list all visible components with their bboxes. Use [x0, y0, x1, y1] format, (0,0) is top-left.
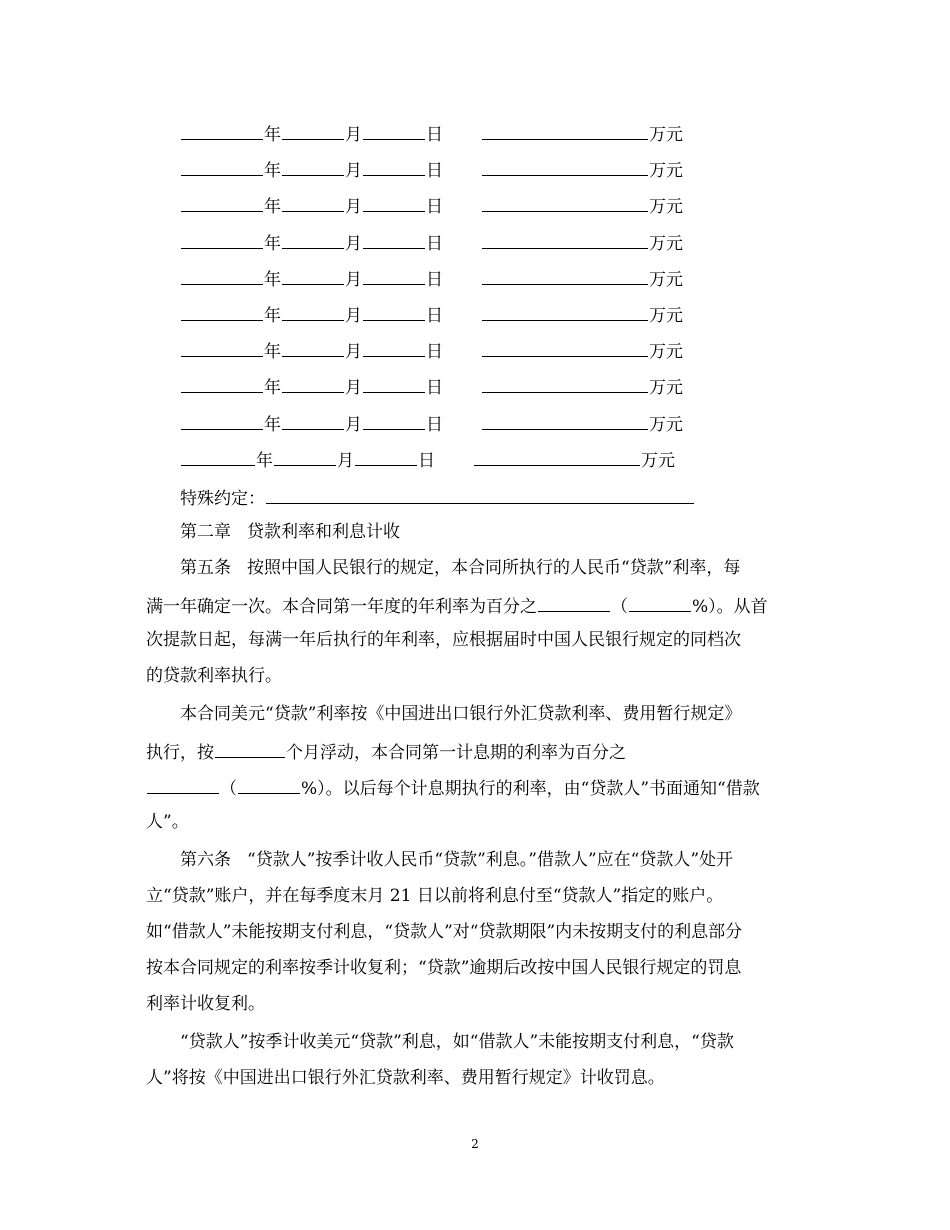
page-number: 2 — [471, 1137, 479, 1151]
day-label: 日 — [426, 233, 443, 254]
article6-line5: 利率计收复利。 — [146, 994, 265, 1014]
usd-rate-line4: 人”。 — [146, 812, 189, 832]
schedule-row — [180, 194, 683, 218]
year-blank — [181, 448, 255, 466]
year-blank — [181, 231, 263, 249]
day-label: 日 — [426, 125, 443, 145]
usd-rate-text3a: （ — [220, 779, 237, 799]
year-label: 年 — [264, 378, 281, 399]
day-label: 日 — [426, 161, 443, 182]
usd-rate-blank — [147, 776, 219, 794]
schedule-row — [180, 303, 683, 326]
schedule-row — [180, 375, 683, 399]
article5-text2a: 满一年确定一次。本合同第一年度的年利率为百分之 — [146, 597, 537, 617]
day-label: 日 — [426, 269, 443, 290]
amount-blank — [482, 303, 648, 321]
amount-blank — [482, 267, 648, 285]
year-blank — [181, 339, 263, 357]
month-label: 月 — [345, 161, 362, 182]
day-blank — [363, 303, 425, 321]
article5-line3: 次提款日起，每满一年后执行的年利率，应根据届时中国人民银行规定的同档次 — [146, 630, 741, 650]
unit-label: 万元 — [649, 125, 683, 145]
usd-interest-line2: 人”将按《中国进出口银行外汇贷款利率、费用暂行规定》计收罚息。 — [146, 1068, 665, 1088]
usd-rate-line2 — [146, 740, 626, 763]
month-blank — [282, 194, 344, 212]
month-blank — [282, 267, 344, 285]
month-blank — [282, 412, 344, 430]
schedule-row — [180, 448, 675, 471]
unit-label: 万元 — [649, 342, 683, 363]
day-blank — [363, 194, 425, 212]
month-label: 月 — [345, 342, 362, 363]
usd-rate-text2b: 个月浮动，本合同第一计息期的利率为百分之 — [286, 743, 626, 763]
year-label: 年 — [264, 306, 281, 326]
special-agreement — [180, 486, 695, 509]
schedule-row — [180, 339, 683, 363]
amount-blank — [482, 375, 648, 393]
year-label: 年 — [264, 414, 281, 435]
schedule-row — [180, 158, 683, 182]
rate-blank — [538, 594, 610, 612]
article5-text1: 按照中国人民银行的规定，本合同所执行的人民币“贷款”利率，每 — [247, 558, 741, 578]
article6-line2: 立“贷款”账户，并在每季度末月 21 日以前将利息付至“贷款人”指定的账户。 — [146, 886, 724, 906]
usd-rate-percent-blank — [238, 776, 300, 794]
year-blank — [181, 375, 263, 393]
year-blank — [181, 158, 263, 176]
day-label: 日 — [426, 414, 443, 435]
month-label: 月 — [345, 125, 362, 145]
rate-percent-blank — [629, 594, 691, 612]
day-blank — [355, 448, 417, 466]
amount-blank — [482, 231, 648, 249]
article5-text2c: %）。从首 — [692, 597, 768, 617]
amount-blank — [474, 448, 640, 466]
article6-head: 第六条 — [180, 850, 231, 870]
unit-label: 万元 — [649, 414, 683, 435]
year-blank — [181, 412, 263, 430]
year-label: 年 — [264, 161, 281, 182]
schedule-row — [180, 412, 683, 435]
day-label: 日 — [418, 450, 435, 471]
day-label: 日 — [426, 197, 443, 218]
chapter-title: 贷款利率和利息计收 — [247, 522, 400, 542]
month-label: 月 — [345, 269, 362, 290]
amount-blank — [482, 158, 648, 176]
article6-line4: 按本合同规定的利率按季计收复利；“贷款”逾期后改按中国人民银行规定的罚息 — [146, 958, 742, 978]
special-label: 特殊约定： — [180, 489, 265, 509]
float-months-blank — [215, 740, 285, 758]
unit-label: 万元 — [649, 233, 683, 254]
month-label: 月 — [345, 306, 362, 326]
year-label: 年 — [256, 450, 273, 471]
unit-label: 万元 — [641, 450, 675, 471]
unit-label: 万元 — [649, 197, 683, 218]
unit-label: 万元 — [649, 378, 683, 399]
day-label: 日 — [426, 378, 443, 399]
month-label: 月 — [345, 378, 362, 399]
usd-rate-line1: 本合同美元“贷款”利率按《中国进出口银行外汇贷款利率、费用暂行规定》 — [180, 704, 742, 724]
month-blank — [282, 375, 344, 393]
month-blank — [282, 158, 344, 176]
month-blank — [282, 122, 344, 140]
year-label: 年 — [264, 197, 281, 218]
day-label: 日 — [426, 306, 443, 326]
month-label: 月 — [345, 197, 362, 218]
month-blank — [282, 303, 344, 321]
article5-head: 第五条 — [180, 558, 231, 578]
schedule-row — [180, 231, 683, 254]
day-blank — [363, 231, 425, 249]
amount-blank — [482, 194, 648, 212]
year-label: 年 — [264, 269, 281, 290]
article5-line4: 的贷款利率执行。 — [146, 666, 282, 686]
article5-text2b: （ — [611, 597, 628, 617]
day-blank — [363, 267, 425, 285]
day-label: 日 — [426, 342, 443, 363]
year-label: 年 — [264, 342, 281, 363]
amount-blank — [482, 412, 648, 430]
year-label: 年 — [264, 125, 281, 145]
usd-rate-line3 — [146, 776, 760, 799]
month-label: 月 — [345, 233, 362, 254]
chapter-number: 第二章 — [180, 522, 231, 542]
schedule-row — [180, 267, 683, 290]
article6-line3: 如“借款人”未能按期支付利息，“贷款人”对“贷款期限”内未按期支付的利息部分 — [146, 922, 743, 942]
chapter-heading — [180, 522, 400, 542]
day-blank — [363, 158, 425, 176]
month-label: 月 — [345, 414, 362, 435]
day-blank — [363, 122, 425, 140]
year-blank — [181, 122, 263, 140]
schedule-row — [180, 122, 683, 145]
day-blank — [363, 375, 425, 393]
unit-label: 万元 — [649, 306, 683, 326]
day-blank — [363, 412, 425, 430]
year-blank — [181, 267, 263, 285]
usd-rate-text3b: %）。以后每个计息期执行的利率，由“贷款人”书面通知“借款 — [301, 779, 760, 799]
usd-rate-text2a: 执行，按 — [146, 743, 214, 763]
unit-label: 万元 — [649, 161, 683, 182]
month-blank — [282, 339, 344, 357]
unit-label: 万元 — [649, 269, 683, 290]
amount-blank — [482, 339, 648, 357]
article5-line1 — [180, 558, 740, 578]
day-blank — [363, 339, 425, 357]
month-label: 月 — [337, 450, 354, 471]
month-blank — [274, 448, 336, 466]
usd-interest-line1: “贷款人”按季计收美元“贷款”利息，如“借款人”未能按期支付利息，“贷款 — [180, 1032, 734, 1052]
year-blank — [181, 194, 263, 212]
month-blank — [282, 231, 344, 249]
article6-line1 — [180, 850, 733, 870]
special-blank — [266, 486, 694, 504]
year-label: 年 — [264, 233, 281, 254]
article6-text1: “贷款人”按季计收人民币“贷款”利息。”借款人”应在“贷款人”处开 — [247, 850, 734, 870]
amount-blank — [482, 122, 648, 140]
year-blank — [181, 303, 263, 321]
article5-line2 — [146, 594, 768, 617]
